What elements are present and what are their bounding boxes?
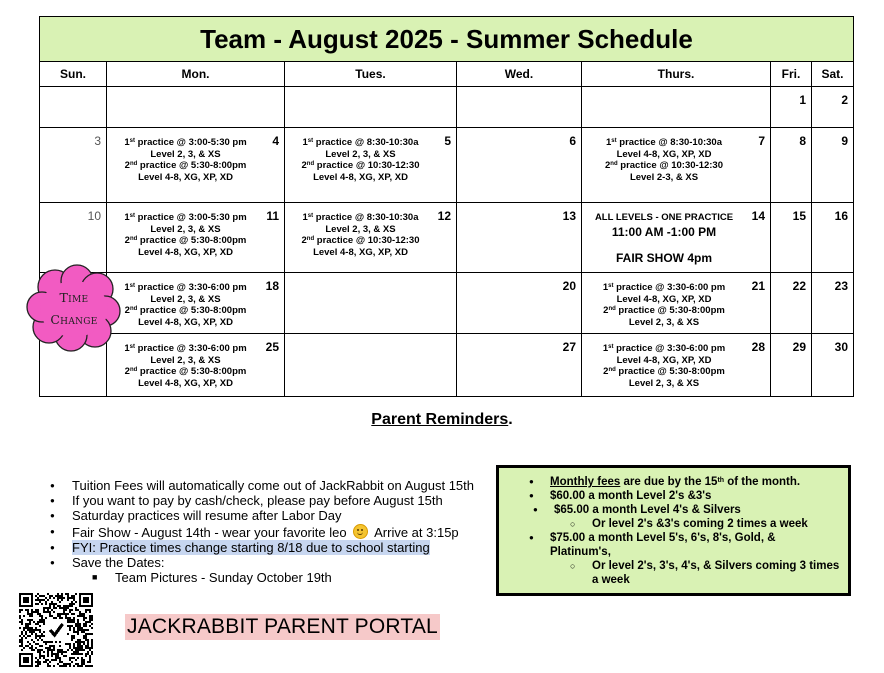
practice-info: 1st practice @ 8:30-10:30a Level 4-8, XG, XP, XD 2nd practice @ 10:30-12:30 Level 2-3, & XS <box>604 137 724 183</box>
week-row <box>40 203 854 273</box>
list-item: ● If you want to pay by cash/check, please pay before August 15th <box>50 493 474 508</box>
day-cell <box>812 203 854 273</box>
day-number: 25 <box>265 340 279 354</box>
day-number: 12 <box>437 209 451 223</box>
week-row <box>40 128 854 203</box>
day-number: 27 <box>562 340 576 354</box>
day-number: 4 <box>272 134 279 148</box>
day-number: 7 <box>758 134 765 148</box>
day-number: 3 <box>94 134 101 148</box>
smiley-face-icon <box>353 524 368 539</box>
day-cell <box>107 203 285 273</box>
day-cell <box>107 334 285 397</box>
parent-reminders-heading: Parent Reminders. <box>371 411 513 428</box>
day-cell <box>457 87 582 128</box>
time-change-line2: Change <box>50 312 98 327</box>
day-cell <box>771 128 812 203</box>
day-cell <box>812 128 854 203</box>
list-item: ● Tuition Fees will automatically come out of JackRabbit on August 15th <box>50 478 474 493</box>
calendar-title: Team - August 2025 - Summer Schedule <box>40 17 854 62</box>
day-cell <box>107 128 285 203</box>
list-item: ● Saturday practices will resume after Labor Day <box>50 508 474 523</box>
day-cell <box>107 273 285 334</box>
practice-info: 1st practice @ 3:30-6:00 pm Level 2, 3, & XS 2nd practice @ 5:30-8:00pm Level 4-8, XG, XP, XD <box>124 282 247 328</box>
day-number: 9 <box>841 134 848 148</box>
day-cell <box>40 128 107 203</box>
day-header: Sat. <box>812 62 854 87</box>
day-header: Tues. <box>285 62 457 87</box>
day-cell <box>40 87 107 128</box>
day-cell <box>771 273 812 334</box>
time-change-badge <box>25 263 123 353</box>
day-cell <box>812 334 854 397</box>
monthly-fees-box <box>496 465 851 596</box>
day-cell <box>582 128 771 203</box>
day-header: Mon. <box>107 62 285 87</box>
calendar-weeks <box>40 87 854 397</box>
practice-info: 1st practice @ 8:30-10:30a Level 2, 3, & XS 2nd practice @ 10:30-12:30 Level 4-8, XG, XP, XD <box>301 212 420 258</box>
fee-level2-item: ● $60.00 a month Level 2's &3's <box>499 489 848 503</box>
day-cell <box>812 273 854 334</box>
day-cell <box>582 203 771 273</box>
fee-level5-subitem: ○ Or level 2's, 3's, 4's, & Silvers coming 3 times a week <box>499 559 848 587</box>
practice-info: 1st practice @ 3:30-6:00 pm Level 2, 3, & XS 2nd practice @ 5:30-8:00pm Level 4-8, XG, XP, XD <box>124 343 247 389</box>
day-header: Thurs. <box>582 62 771 87</box>
day-number: 1 <box>799 93 806 107</box>
day-cell <box>285 87 457 128</box>
fee-level5-item: ● $75.00 a month Level 5's, 6's, 8's, Gold, & Platinum's, <box>499 531 848 559</box>
list-item: ● Fair Show - August 14th - wear your favorite leo Arrive at 3:15p <box>50 524 474 540</box>
day-cell <box>40 203 107 273</box>
day-cell <box>812 87 854 128</box>
day-header: Fri. <box>771 62 812 87</box>
day-number: 2 <box>841 93 848 107</box>
jackrabbit-parent-portal-link[interactable]: JACKRABBIT PARENT PORTAL <box>127 615 438 638</box>
practice-info: ALL LEVELS - ONE PRACTICE 11:00 AM -1:00 PM FAIR SHOW 4pm <box>594 212 734 265</box>
week-row <box>40 87 854 128</box>
day-cell <box>771 87 812 128</box>
calendar <box>39 16 854 397</box>
day-cell <box>582 334 771 397</box>
list-item: ● Save the Dates: <box>50 555 474 570</box>
list-item-highlighted: ● FYI: Practice times change starting 8/18 due to school starting <box>50 540 474 555</box>
fees-due-item: ● Monthly fees are due by the 15th of the month. <box>499 475 848 489</box>
day-header: Wed. <box>457 62 582 87</box>
day-cell <box>457 273 582 334</box>
day-number: 30 <box>834 340 848 354</box>
day-number: 5 <box>444 134 451 148</box>
day-number: 22 <box>792 279 806 293</box>
reminder-list <box>50 478 474 585</box>
day-cell <box>107 87 285 128</box>
day-number: 10 <box>87 209 101 223</box>
fee-level4-subitem: ○ Or level 2's &3's coming 2 times a week <box>499 517 848 531</box>
day-cell <box>771 334 812 397</box>
day-cell <box>285 334 457 397</box>
day-number: 20 <box>562 279 576 293</box>
practice-info: 1st practice @ 3:30-6:00 pm Level 4-8, XG, XP, XD 2nd practice @ 5:30-8:00pm Level 2, 3, & XS <box>602 343 726 389</box>
day-header: Sun. <box>40 62 107 87</box>
day-cell <box>285 203 457 273</box>
week-row <box>40 273 854 334</box>
day-number: 23 <box>834 279 848 293</box>
day-number: 18 <box>265 279 279 293</box>
day-header-row <box>40 62 854 87</box>
practice-info: 1st practice @ 8:30-10:30a Level 2, 3, & XS 2nd practice @ 10:30-12:30 Level 4-8, XG, XP, XD <box>301 137 420 183</box>
day-number: 15 <box>792 209 806 223</box>
practice-info: 1st practice @ 3:30-6:00 pm Level 4-8, XG, XP, XD 2nd practice @ 5:30-8:00pm Level 2, 3, & XS <box>602 282 726 328</box>
day-cell <box>457 203 582 273</box>
day-cell <box>582 87 771 128</box>
day-cell <box>582 273 771 334</box>
day-number: 21 <box>751 279 765 293</box>
day-number: 28 <box>751 340 765 354</box>
time-change-line1: Time <box>59 290 89 305</box>
practice-info: 1st practice @ 3:00-5:30 pm Level 2, 3, & XS 2nd practice @ 5:30-8:00pm Level 4-8, XG, XP, XD <box>124 212 247 258</box>
day-number: 8 <box>799 134 806 148</box>
day-number: 16 <box>834 209 848 223</box>
day-number: 13 <box>562 209 576 223</box>
practice-info: 1st practice @ 3:00-5:30 pm Level 2, 3, & XS 2nd practice @ 5:30-8:00pm Level 4-8, XG, XP, XD <box>124 137 247 183</box>
week-row <box>40 334 854 397</box>
day-cell <box>771 203 812 273</box>
day-number: 6 <box>569 134 576 148</box>
day-number: 11 <box>266 209 279 223</box>
day-number: 29 <box>792 340 806 354</box>
day-cell <box>285 128 457 203</box>
day-cell <box>457 334 582 397</box>
fee-level4-item: ● $65.00 a month Level 4's & Silvers <box>499 503 848 517</box>
day-cell <box>457 128 582 203</box>
list-subitem: ■ Team Pictures - Sunday October 19th <box>50 570 474 585</box>
qr-code-icon[interactable] <box>19 593 93 667</box>
day-number: 14 <box>751 209 765 223</box>
day-cell <box>285 273 457 334</box>
